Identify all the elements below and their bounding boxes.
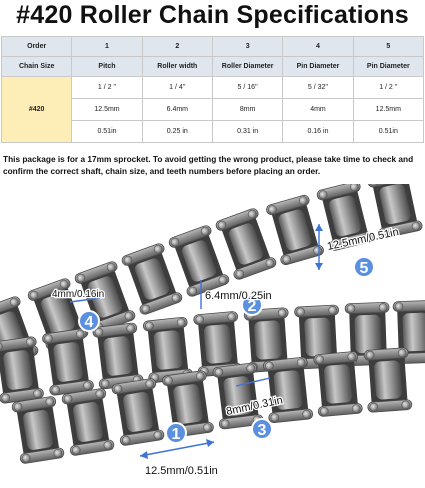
table-cell: 5 / 16'' [212, 77, 282, 99]
order-number: 5 [353, 37, 423, 57]
order-label: Order [2, 37, 72, 57]
callout-label: 12.5mm/0.51in [326, 226, 400, 253]
table-cell: 0.51in [353, 121, 423, 143]
table-cell: 1 / 4'' [142, 77, 212, 99]
order-number: 2 [142, 37, 212, 57]
callout-label: 8mm/0.31in [225, 394, 284, 418]
callout-number: 5 [359, 260, 369, 277]
callout-label: 6.4mm/0.25in [205, 290, 272, 302]
table-row [2, 77, 424, 99]
spec-table [1, 36, 424, 143]
chain-size-label: Chain Size [2, 57, 72, 77]
callout-number: 1 [171, 426, 181, 443]
table-cell: 12.5mm [72, 99, 142, 121]
column-header: Pitch [72, 57, 142, 77]
chain-photo [0, 184, 425, 488]
column-header-row [2, 57, 424, 77]
page-title: #420 Roller Chain Specifications [16, 1, 409, 29]
chain-size-value: #420 [2, 77, 72, 143]
table-cell: 0.31 in [212, 121, 282, 143]
table-cell: 5 / 32'' [283, 77, 353, 99]
order-number: 3 [212, 37, 282, 57]
table-cell: 0.25 in [142, 121, 212, 143]
table-cell: 0.16 in [283, 121, 353, 143]
table-cell: 8mm [212, 99, 282, 121]
callout-number: 2 [247, 298, 257, 315]
table-cell: 12.5mm [353, 99, 423, 121]
table-cell: 6.4mm [142, 99, 212, 121]
order-number: 1 [72, 37, 142, 57]
column-header: Roller width [142, 57, 212, 77]
callout-number: 4 [84, 314, 94, 331]
column-header: Pin Diameter [353, 57, 423, 77]
column-header: Pin Diameter [283, 57, 353, 77]
column-header: Roller Diameter [212, 57, 282, 77]
table-cell: 0.51in [72, 121, 142, 143]
order-number: 4 [283, 37, 353, 57]
callout-number: 3 [257, 422, 267, 439]
compatibility-note: This package is for a 17mm sprocket. To avoid getting the wrong product, please take time to check and confirm the correct shaft, chain size, and teeth numbers before placing an order. [3, 154, 414, 176]
callout-label: 12.5mm/0.51in [145, 465, 218, 477]
callout-label: 4mm/0.16in [52, 289, 105, 300]
order-row [2, 37, 424, 57]
table-cell: 1 / 2 '' [72, 77, 142, 99]
table-cell: 4mm [283, 99, 353, 121]
table-cell: 1 / 2 '' [353, 77, 423, 99]
